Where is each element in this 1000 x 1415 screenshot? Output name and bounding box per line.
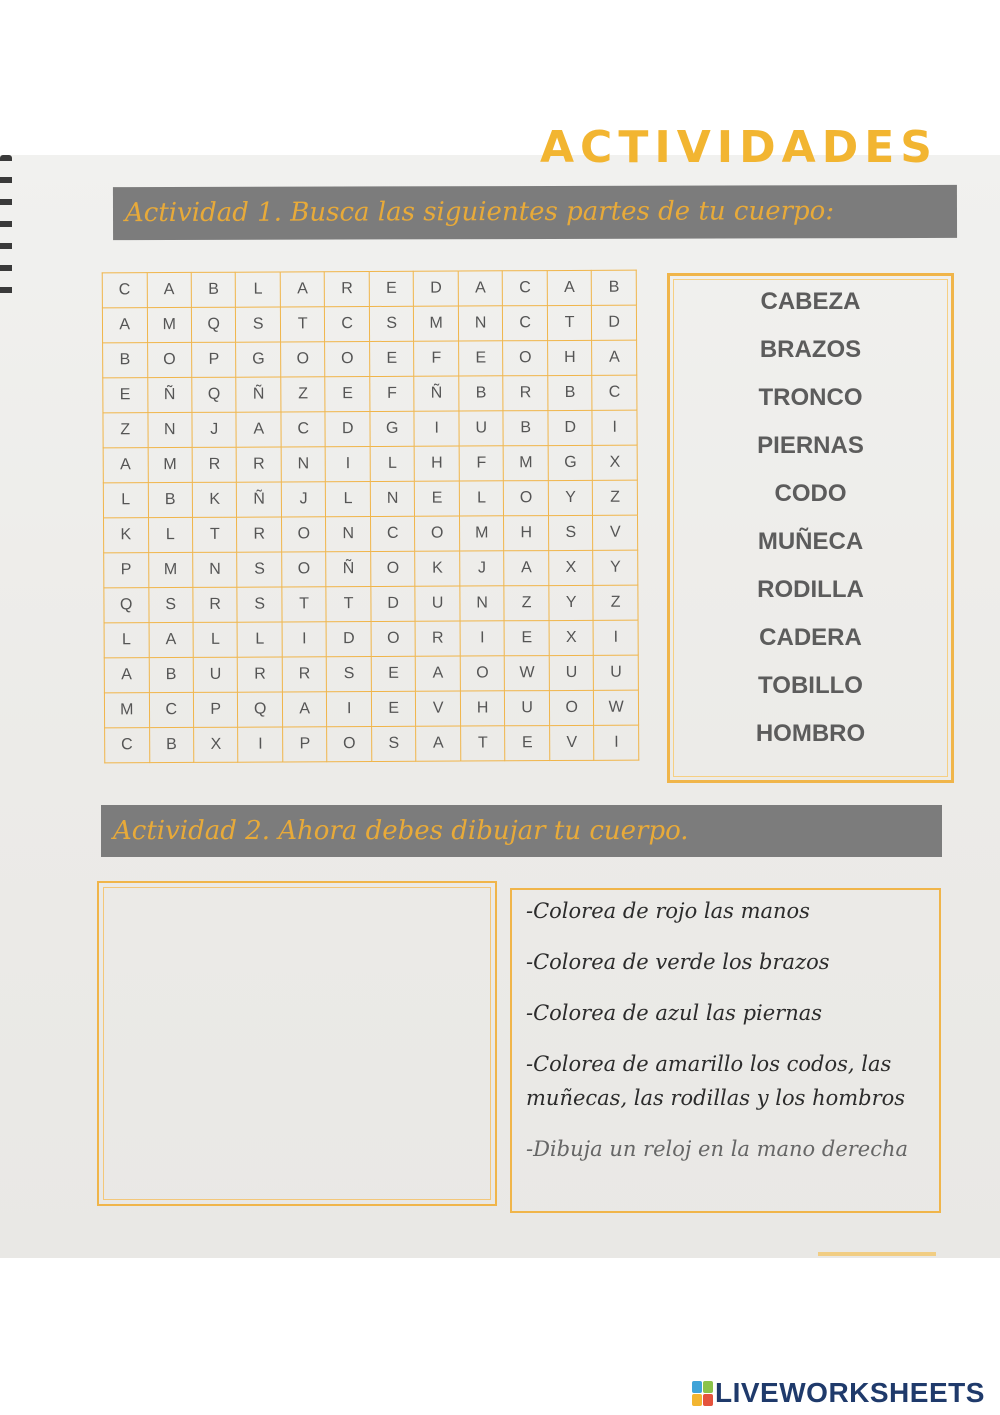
grid-cell[interactable]: V — [593, 515, 638, 550]
grid-cell[interactable]: L — [103, 483, 148, 518]
grid-cell[interactable]: R — [237, 447, 282, 482]
grid-cell[interactable]: I — [594, 725, 639, 760]
grid-cell[interactable]: D — [371, 586, 416, 621]
grid-cell[interactable]: R — [238, 657, 283, 692]
grid-cell[interactable]: M — [104, 693, 149, 728]
grid-cell[interactable]: O — [371, 621, 416, 656]
grid-cell[interactable]: A — [282, 692, 327, 727]
grid-cell[interactable]: D — [548, 410, 593, 445]
instruction-item: -Colorea de rojo las manos — [526, 899, 810, 923]
grid-cell[interactable]: S — [327, 656, 372, 691]
grid-cell[interactable]: R — [193, 587, 238, 622]
grid-cell[interactable]: Ñ — [147, 377, 192, 412]
grid-cell[interactable]: G — [236, 342, 281, 377]
grid-row — [103, 410, 637, 448]
grid-cell[interactable]: H — [460, 691, 505, 726]
grid-cell[interactable]: A — [147, 272, 192, 307]
grid-cell[interactable]: H — [504, 516, 549, 551]
brand-name: LIVEWORKSHEETS — [715, 1377, 985, 1408]
word-list-item: MUÑECA — [757, 528, 864, 555]
grid-cell[interactable]: F — [414, 341, 459, 376]
word-list-item: CABEZA — [760, 288, 861, 315]
grid-cell[interactable]: I — [327, 691, 372, 726]
grid-cell[interactable]: K — [104, 518, 149, 553]
grid-cell[interactable]: O — [325, 342, 370, 377]
grid-row — [104, 550, 638, 588]
grid-cell[interactable]: Q — [192, 377, 237, 412]
word-list-box — [667, 273, 954, 783]
grid-cell[interactable]: N — [460, 586, 505, 621]
grid-cell[interactable]: A — [416, 656, 461, 691]
grid-cell[interactable]: N — [326, 517, 371, 552]
grid-cell[interactable]: P — [193, 692, 238, 727]
grid-cell[interactable]: A — [103, 448, 148, 483]
grid-cell[interactable]: S — [237, 587, 282, 622]
grid-cell[interactable]: T — [547, 305, 592, 340]
grid-cell[interactable]: Z — [281, 377, 326, 412]
liveworksheets-brand — [692, 1376, 985, 1410]
grid-cell[interactable]: F — [370, 376, 415, 411]
grid-cell[interactable]: O — [282, 552, 327, 587]
grid-cell[interactable]: A — [547, 270, 592, 305]
grid-cell[interactable]: E — [459, 341, 504, 376]
grid-cell[interactable]: C — [325, 307, 370, 342]
grid-cell[interactable]: Z — [593, 480, 638, 515]
grid-cell[interactable]: R — [237, 517, 282, 552]
grid-cell[interactable]: O — [281, 517, 326, 552]
activity2-title: Actividad 2. Ahora debes dibujar tu cuerpo. — [101, 805, 942, 857]
grid-row — [102, 270, 636, 308]
activity1-title: Actividad 1. Busca las siguientes partes de tu cuerpo: — [113, 185, 957, 240]
grid-cell[interactable]: U — [193, 657, 238, 692]
word-list-item: PIERNAS — [757, 432, 864, 459]
grid-cell[interactable]: T — [280, 307, 325, 342]
grid-cell[interactable]: S — [372, 726, 417, 761]
grid-cell[interactable]: U — [549, 655, 594, 690]
grid-cell[interactable]: V — [416, 691, 461, 726]
grid-cell[interactable]: O — [460, 656, 505, 691]
grid-cell[interactable]: D — [414, 271, 459, 306]
grid-cell[interactable]: N — [458, 306, 503, 341]
worksheet-photo — [0, 122, 1000, 1258]
grid-cell[interactable]: E — [371, 691, 416, 726]
grid-cell[interactable]: A — [102, 308, 147, 343]
grid-cell[interactable]: S — [369, 306, 414, 341]
grid-cell[interactable]: B — [592, 270, 637, 305]
grid-row — [104, 515, 638, 553]
grid-cell[interactable]: O — [147, 342, 192, 377]
grid-cell[interactable]: M — [148, 552, 193, 587]
grid-cell[interactable]: N — [147, 412, 192, 447]
grid-cell[interactable]: B — [459, 376, 504, 411]
grid-cell[interactable]: A — [504, 551, 549, 586]
grid-cell[interactable]: A — [280, 272, 325, 307]
header-title-fragment: ACTIVIDADES — [540, 122, 938, 173]
grid-row — [105, 725, 639, 763]
grid-cell[interactable]: I — [592, 410, 637, 445]
grid-cell[interactable]: W — [594, 690, 639, 725]
grid-cell[interactable]: Y — [548, 480, 593, 515]
grid-cell[interactable]: I — [460, 621, 505, 656]
instruction-item: -Colorea de amarillo los codos, las muñecas, las rodillas y los hombros — [526, 1052, 906, 1110]
grid-cell[interactable]: M — [148, 447, 193, 482]
grid-cell[interactable]: L — [104, 623, 149, 658]
grid-cell[interactable]: U — [459, 411, 504, 446]
grid-cell[interactable]: Y — [593, 550, 638, 585]
grid-cell[interactable]: T — [282, 587, 327, 622]
grid-cell[interactable]: A — [149, 622, 194, 657]
notebook-spiral — [0, 155, 12, 305]
grid-cell[interactable]: T — [326, 586, 371, 621]
grid-cell[interactable]: R — [325, 272, 370, 307]
word-list-item: TRONCO — [758, 384, 863, 411]
grid-cell[interactable]: E — [103, 378, 148, 413]
grid-cell[interactable]: Ñ — [326, 551, 371, 586]
grid-cell[interactable]: C — [503, 271, 548, 306]
grid-cell[interactable]: J — [460, 551, 505, 586]
grid-cell[interactable]: X — [549, 550, 594, 585]
grid-cell[interactable]: Q — [104, 588, 149, 623]
grid-cell[interactable]: I — [238, 727, 283, 762]
grid-cell[interactable]: M — [414, 306, 459, 341]
grid-cell[interactable]: N — [193, 552, 238, 587]
grid-cell[interactable]: C — [592, 375, 637, 410]
grid-row — [103, 375, 637, 413]
grid-row — [104, 620, 638, 658]
grid-cell[interactable]: B — [148, 482, 193, 517]
grid-cell[interactable]: I — [282, 622, 327, 657]
instructions-box — [510, 888, 941, 1213]
grid-cell[interactable]: U — [505, 691, 550, 726]
word-list-item: CADERA — [759, 624, 862, 651]
grid-cell[interactable]: P — [104, 553, 149, 588]
grid-cell[interactable]: D — [592, 305, 637, 340]
grid-cell[interactable]: A — [592, 340, 637, 375]
grid-cell[interactable]: A — [458, 271, 503, 306]
grid-cell[interactable]: U — [594, 655, 639, 690]
grid-cell[interactable]: S — [237, 552, 282, 587]
grid-cell[interactable]: C — [102, 273, 147, 308]
grid-row — [103, 445, 637, 483]
grid-cell[interactable]: D — [327, 621, 372, 656]
word-list-item: BRAZOS — [759, 336, 862, 363]
word-list-item: RODILLA — [757, 576, 864, 603]
grid-cell[interactable]: F — [459, 446, 504, 481]
grid-cell[interactable]: S — [236, 307, 281, 342]
grid-cell[interactable]: Y — [549, 585, 594, 620]
word-list-item: TOBILLO — [758, 672, 863, 699]
word-search-grid[interactable] — [102, 270, 640, 764]
grid-cell[interactable]: R — [282, 657, 327, 692]
grid-cell[interactable]: B — [191, 272, 236, 307]
grid-cell[interactable]: C — [105, 728, 150, 763]
grid-cell[interactable]: O — [549, 690, 594, 725]
grid-cell[interactable]: O — [503, 341, 548, 376]
grid-cell[interactable]: U — [415, 586, 460, 621]
grid-cell[interactable]: Z — [504, 586, 549, 621]
instruction-item: -Colorea de verde los brazos — [526, 950, 830, 974]
grid-cell[interactable]: A — [416, 726, 461, 761]
grid-cell[interactable]: I — [326, 447, 371, 482]
grid-cell[interactable]: H — [415, 446, 460, 481]
grid-cell[interactable]: E — [505, 726, 550, 761]
grid-cell[interactable]: N — [281, 447, 326, 482]
grid-cell[interactable]: C — [370, 516, 415, 551]
grid-cell[interactable]: Ñ — [237, 482, 282, 517]
grid-cell[interactable]: P — [192, 342, 237, 377]
grid-cell[interactable]: R — [415, 621, 460, 656]
grid-cell[interactable]: S — [148, 587, 193, 622]
grid-cell[interactable]: D — [325, 412, 370, 447]
grid-cell[interactable]: B — [149, 727, 194, 762]
instruction-item: -Dibuja un reloj en la mano derecha — [526, 1137, 909, 1161]
grid-cell[interactable]: B — [149, 657, 194, 692]
grid-cell[interactable]: E — [370, 341, 415, 376]
grid-cell[interactable]: C — [281, 412, 326, 447]
grid-cell[interactable]: Z — [103, 413, 148, 448]
grid-cell[interactable]: L — [326, 482, 371, 517]
grid-row — [102, 305, 636, 343]
grid-cell[interactable]: H — [548, 340, 593, 375]
grid-cell[interactable]: S — [548, 515, 593, 550]
grid-cell[interactable]: W — [505, 656, 550, 691]
grid-cell[interactable]: X — [593, 445, 638, 480]
decorative-strip — [818, 1252, 936, 1256]
grid-cell[interactable]: E — [371, 656, 416, 691]
grid-cell[interactable]: C — [149, 692, 194, 727]
grid-cell[interactable]: M — [459, 516, 504, 551]
grid-cell[interactable]: N — [370, 481, 415, 516]
drawing-area[interactable] — [97, 881, 497, 1206]
liveworksheets-logo-icon — [692, 1381, 712, 1405]
grid-row — [104, 690, 638, 728]
grid-cell[interactable]: G — [548, 445, 593, 480]
grid-cell[interactable]: E — [415, 481, 460, 516]
grid-cell[interactable]: R — [192, 447, 237, 482]
grid-row — [104, 585, 638, 623]
grid-cell[interactable]: P — [283, 727, 328, 762]
grid-cell[interactable]: L — [193, 622, 238, 657]
grid-cell[interactable]: B — [503, 411, 548, 446]
grid-cell[interactable]: E — [325, 377, 370, 412]
grid-cell[interactable]: L — [459, 481, 504, 516]
grid-cell[interactable]: T — [461, 726, 506, 761]
grid-cell[interactable]: T — [193, 517, 238, 552]
grid-cell[interactable]: L — [236, 272, 281, 307]
grid-cell[interactable]: B — [103, 343, 148, 378]
grid-cell[interactable]: I — [414, 411, 459, 446]
grid-cell[interactable]: K — [192, 482, 237, 517]
grid-cell[interactable]: O — [415, 516, 460, 551]
grid-cell[interactable]: A — [236, 412, 281, 447]
grid-cell[interactable]: K — [415, 551, 460, 586]
grid-cell[interactable]: A — [104, 658, 149, 693]
grid-cell[interactable]: X — [549, 620, 594, 655]
grid-cell[interactable]: E — [369, 271, 414, 306]
grid-cell[interactable]: Ñ — [236, 377, 281, 412]
grid-cell[interactable]: M — [504, 446, 549, 481]
grid-cell[interactable]: R — [503, 376, 548, 411]
grid-cell[interactable]: O — [327, 726, 372, 761]
grid-cell[interactable]: M — [147, 307, 192, 342]
grid-cell[interactable]: B — [548, 375, 593, 410]
grid-cell[interactable]: Ñ — [414, 376, 459, 411]
grid-cell[interactable]: L — [370, 446, 415, 481]
grid-cell[interactable]: V — [550, 725, 595, 760]
grid-row — [103, 480, 637, 518]
grid-cell[interactable]: O — [371, 551, 416, 586]
grid-cell[interactable]: C — [503, 306, 548, 341]
instruction-item: -Colorea de azul las piernas — [526, 1001, 823, 1025]
grid-cell[interactable]: O — [504, 481, 549, 516]
grid-cell[interactable]: E — [504, 621, 549, 656]
grid-cell[interactable]: J — [192, 412, 237, 447]
grid-cell[interactable]: G — [370, 411, 415, 446]
word-list-item: CODO — [774, 480, 847, 507]
grid-cell[interactable]: Z — [593, 585, 638, 620]
word-list-item: HOMBRO — [755, 720, 866, 747]
grid-row — [103, 340, 637, 378]
grid-cell[interactable]: L — [238, 622, 283, 657]
grid-cell[interactable]: I — [593, 620, 638, 655]
grid-cell[interactable]: X — [194, 727, 239, 762]
grid-row — [104, 655, 638, 693]
grid-cell[interactable]: Q — [191, 307, 236, 342]
grid-cell[interactable]: L — [148, 517, 193, 552]
grid-cell[interactable]: J — [281, 482, 326, 517]
grid-cell[interactable]: O — [281, 342, 326, 377]
grid-cell[interactable]: Q — [238, 692, 283, 727]
